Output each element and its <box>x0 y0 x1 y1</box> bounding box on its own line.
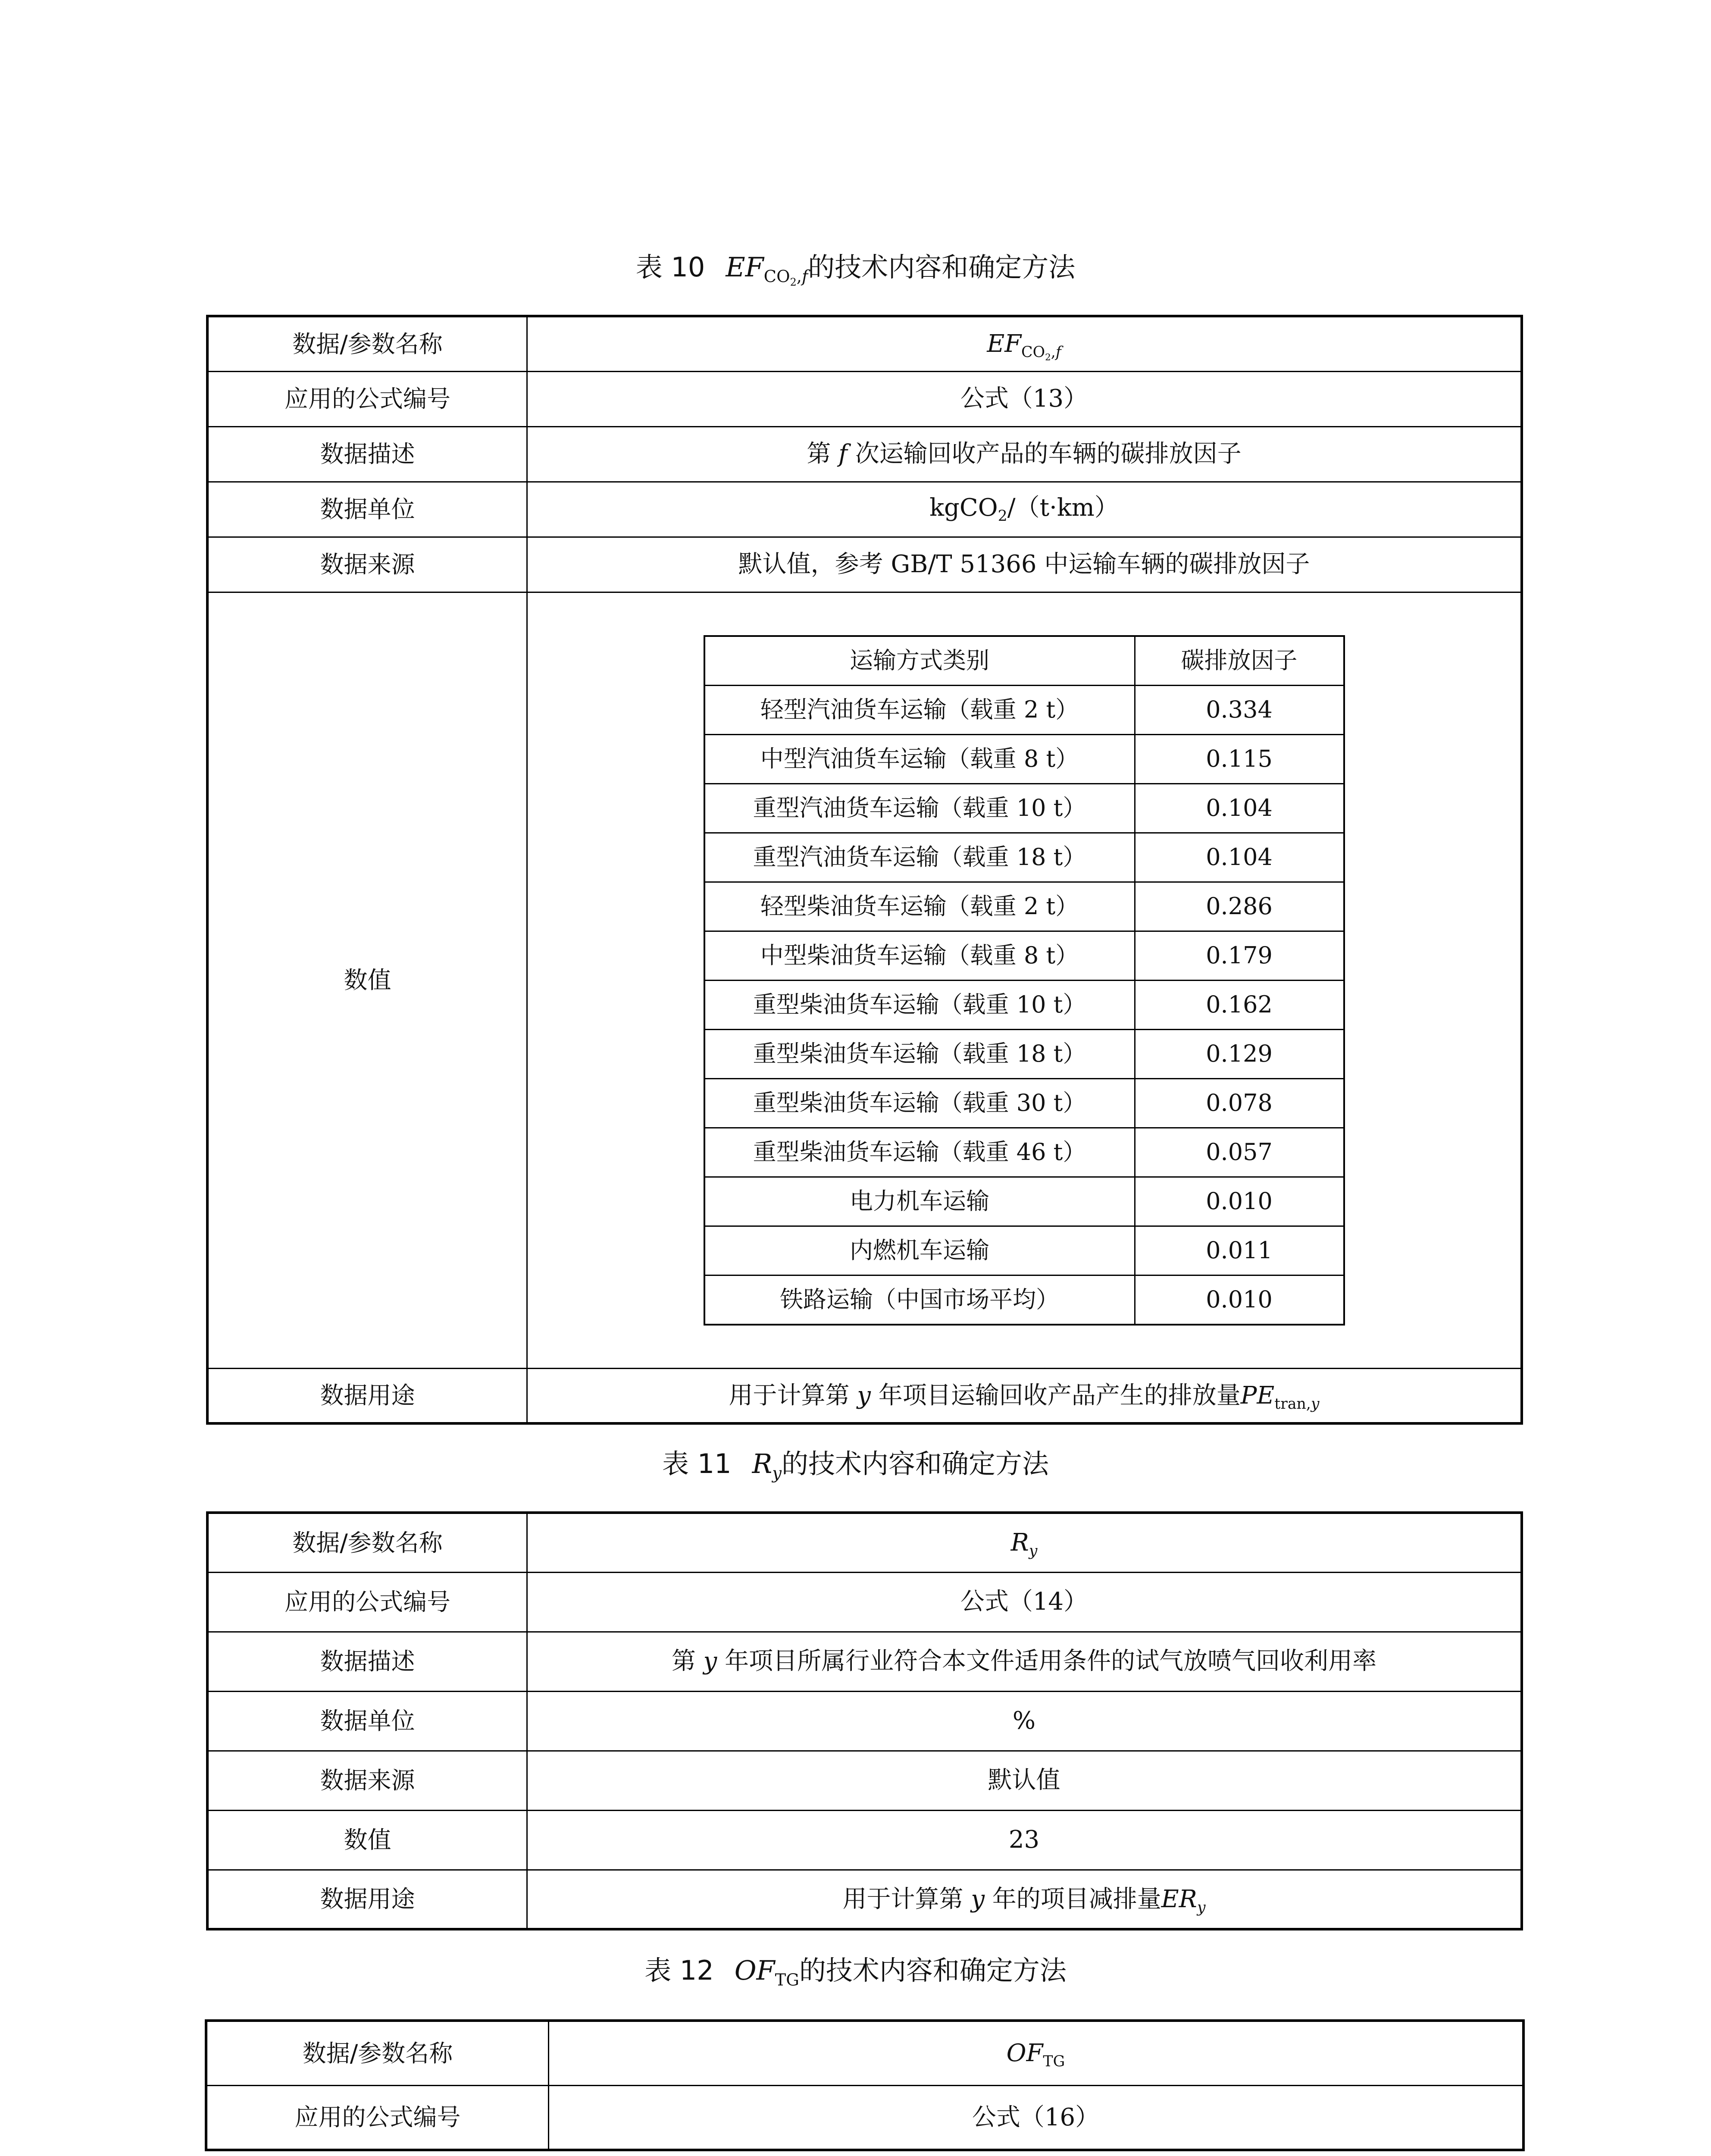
formula-value: 公式（14） <box>527 1572 1522 1632</box>
table-row: 重型柴油货车运输（载重 10 t） 0.162 <box>704 980 1344 1029</box>
table-11-title: 的技术内容和确定方法 <box>782 1448 1049 1479</box>
table-10-number: 表 10 <box>635 251 705 283</box>
source-label: 数据来源 <box>207 1751 527 1810</box>
unit-label: 数据单位 <box>207 482 527 537</box>
param-name-label: 数据/参数名称 <box>207 1513 527 1572</box>
param-name-value: $R_y$ <box>527 1513 1522 1572</box>
source-value: 默认值，参考 GB/T 51366 中运输车辆的碳排放因子 <box>527 537 1522 592</box>
value-cell <box>527 592 1522 1368</box>
formula-value: 公式（16） <box>549 2085 1524 2150</box>
description-value: 第 y 年项目所属行业符合本文件适用条件的试气放喷气回收利用率 <box>527 1632 1522 1691</box>
param-name-label: 数据/参数名称 <box>206 2021 549 2085</box>
unit-value: kgCO$_2$/（t·km） <box>527 482 1522 537</box>
value-label: 数值 <box>207 592 527 1368</box>
inner-header-type: 运输方式类别 <box>704 636 1135 686</box>
table-row: 重型柴油货车运输（载重 30 t） 0.078 <box>704 1078 1344 1128</box>
param-name-value: $EF_{CO_2,f}$ <box>527 316 1522 371</box>
table-11-number: 表 11 <box>662 1448 732 1479</box>
usage-label: 数据用途 <box>207 1870 527 1929</box>
table-row: 中型柴油货车运输（载重 8 t） 0.179 <box>704 931 1344 980</box>
description-value: 第 f 次运输回收产品的车辆的碳排放因子 <box>527 426 1522 482</box>
description-label: 数据描述 <box>207 426 527 482</box>
table-row: 内燃机车运输 0.011 <box>704 1226 1344 1275</box>
of-tg-symbol: $OF_{TG}$ <box>734 1955 799 1990</box>
table-12-title: 的技术内容和确定方法 <box>799 1955 1067 1986</box>
source-label: 数据来源 <box>207 537 527 592</box>
table-row: 重型柴油货车运输（载重 46 t） 0.057 <box>704 1128 1344 1177</box>
table-11-caption <box>0 1447 1711 1481</box>
table-12-caption <box>0 1953 1711 1988</box>
table-10-caption <box>0 250 1711 288</box>
table-row: 轻型柴油货车运输（载重 2 t） 0.286 <box>704 882 1344 931</box>
value-label: 数值 <box>207 1810 527 1870</box>
table-row: 轻型汽油货车运输（载重 2 t） 0.334 <box>704 685 1344 734</box>
param-name-label: 数据/参数名称 <box>207 316 527 371</box>
r-y-symbol: $R_y$ <box>752 1448 782 1483</box>
table-12-number: 表 12 <box>644 1955 714 1986</box>
ef-co2-f-symbol: $EF_{CO_2,f}$ <box>726 251 808 288</box>
formula-label: 应用的公式编号 <box>207 1572 527 1632</box>
usage-label: 数据用途 <box>207 1368 527 1423</box>
table-row: 电力机车运输 0.010 <box>704 1177 1344 1226</box>
value-value: 23 <box>527 1810 1522 1870</box>
emission-factor-table <box>704 635 1345 1326</box>
table-12 <box>205 2019 1525 2151</box>
inner-header-factor: 碳排放因子 <box>1135 636 1344 686</box>
description-label: 数据描述 <box>207 1632 527 1691</box>
table-row: 重型汽油货车运输（载重 18 t） 0.104 <box>704 833 1344 882</box>
table-11 <box>206 1511 1523 1930</box>
formula-label: 应用的公式编号 <box>206 2085 549 2150</box>
table-row: 重型汽油货车运输（载重 10 t） 0.104 <box>704 783 1344 833</box>
table-row: 重型柴油货车运输（载重 18 t） 0.129 <box>704 1029 1344 1078</box>
usage-value: 用于计算第 y 年项目运输回收产品产生的排放量$PE_{tran,y}$ <box>527 1368 1522 1423</box>
formula-value: 公式（13） <box>527 371 1522 426</box>
table-10-title: 的技术内容和确定方法 <box>808 251 1076 283</box>
unit-value: % <box>527 1691 1522 1751</box>
usage-value: 用于计算第 y 年的项目减排量$ER_y$ <box>527 1870 1522 1929</box>
source-value: 默认值 <box>527 1751 1522 1810</box>
unit-label: 数据单位 <box>207 1691 527 1751</box>
table-row: 中型汽油货车运输（载重 8 t） 0.115 <box>704 734 1344 783</box>
formula-label: 应用的公式编号 <box>207 371 527 426</box>
table-row: 铁路运输（中国市场平均） 0.010 <box>704 1275 1344 1325</box>
table-10 <box>206 315 1523 1425</box>
param-name-value: $OF_{TG}$ <box>549 2021 1524 2085</box>
